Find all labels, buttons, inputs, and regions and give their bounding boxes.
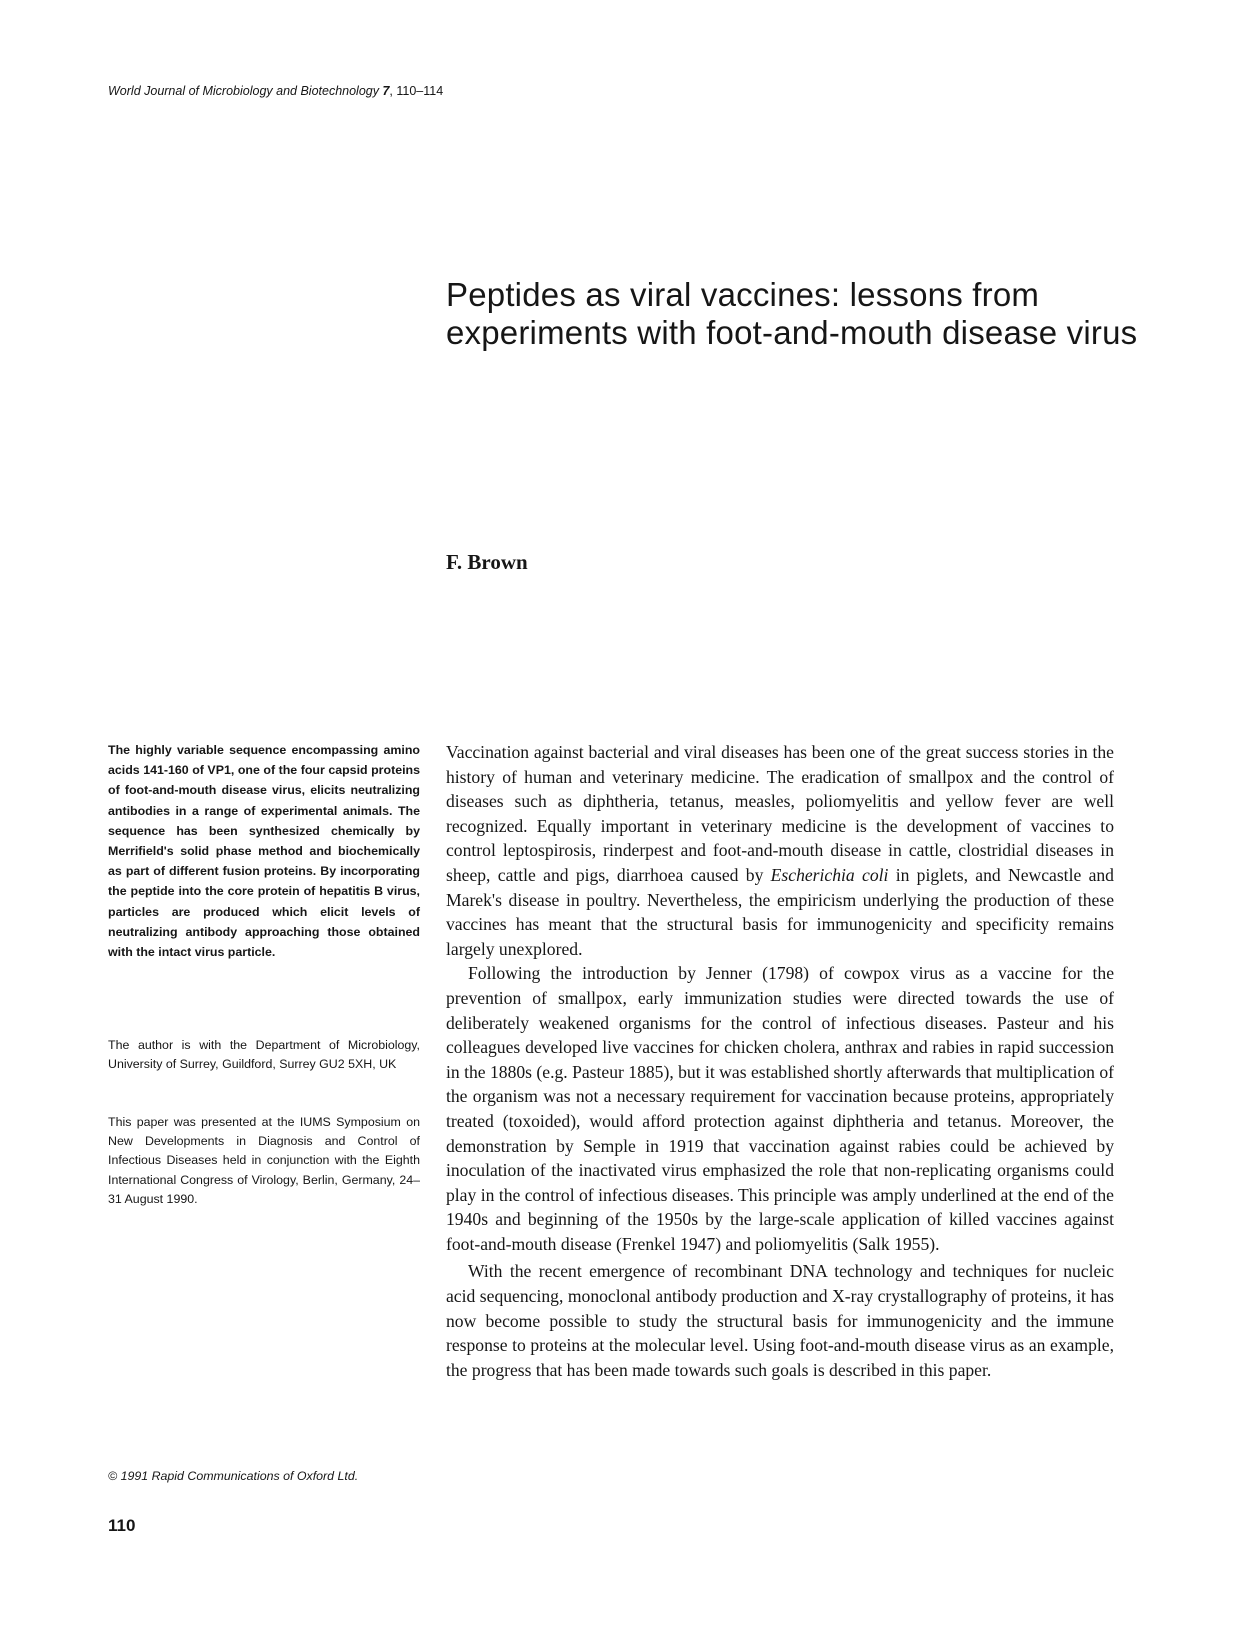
body-paragraph-1-start: Vaccination against bacterial and viral diseases has been one of the great success stories in the history of human and veterinary medicine. The eradication of smallpox and the control of diseases such as diphtheria, tetanus, measles, poliomyelitis and yellow fever are well recognized. Equally important in veterinary medicine is the development of vaccines to control leptospirosis, rinderpest and foot-and-mouth disease in cattle, clostridial diseases in sheep, cattle and pigs, diarrhoea caused by [446,742,1114,885]
journal-pages: , 110–114 [389,84,444,98]
journal-volume: 7 [382,84,390,98]
page-number: 110 [108,1516,136,1535]
article-author: F. Brown [446,550,528,574]
journal-header [108,84,443,98]
species-name: Escherichia coli [770,864,889,885]
author-affiliation: The author is with the Department of Microbiology, University of Surrey, Guildford, Surrey GU2 5XH, UK [108,1038,420,1072]
body-paragraph-3: With the recent emergence of recombinant DNA technology and techniques for nucleic acid sequencing, monoclonal antibody production and X-ray crystallography of proteins, it has now become possible to study the structural basis for immunogenicity and the immune response to proteins at the molecular level. Using foot-and-mouth disease virus as an example, the progress that has been made towards such goals is described in this paper. [446,1261,1114,1380]
copyright-notice: © 1991 Rapid Communications of Oxford Ltd. [108,1469,359,1483]
main-body [446,740,1114,1382]
abstract: The highly variable sequence encompassing amino acids 141-160 of VP1, one of the four capsid proteins of foot-and-mouth disease virus, elicits neutralizing antibodies in a range of experimental animals. The sequence has been synthesized chemically by Merrifield's solid phase method and biochemically as part of different fusion proteins. By incorporating the peptide into the core protein of hepatitis B virus, particles are produced which elicit levels of neutralizing antibody approaching those obtained with the intact virus particle. [108,743,420,960]
body-paragraph-1 [446,740,1114,961]
body-paragraph-2: Following the introduction by Jenner (1798) of cowpox virus as a vaccine for the prevention of smallpox, early immunization studies were directed towards the use of deliberately weakened organisms for the control of infectious diseases. Pasteur and his colleagues developed live vaccines for chicken cholera, anthrax and rabies in rapid succession in the 1880s (e.g. Pasteur 1885), but it was established shortly afterwards that multiplication of the organism was not a necessary requirement for vaccination because proteins, appropriately treated (toxoided), would afford protection against diphtheria and tetanus. Moreover, the demonstration by Semple in 1919 that vaccination against rabies could be achieved by inoculation of the inactivated virus emphasized the role that non-replicating organisms could play in the control of infectious diseases. This principle was amply underlined at the end of the 1940s and beginning of the 1950s by the large-scale application of killed vaccines against foot-and-mouth disease (Frenkel 1947) and poliomyelitis (Salk 1955). [446,963,1114,1254]
article-title: Peptides as viral vaccines: lessons from experiments with foot-and-mouth disease virus [446,276,1138,351]
journal-name: World Journal of Microbiology and Biotechnology [108,84,379,98]
conference-note: This paper was presented at the IUMS Symposium on New Developments in Diagnosis and Control of Infectious Diseases held in conjunction with the Eighth International Congress of Virology, Berlin, Germany, 24–31 August 1990. [108,1115,420,1206]
body-paragraph-1-end: in piglets, and Newcastle and Marek's disease in poultry. Nevertheless, the empiricism underlying the production of these vaccines has meant that the structural basis for immunogenicity and specificity remains largely unexplored. [446,864,1114,959]
